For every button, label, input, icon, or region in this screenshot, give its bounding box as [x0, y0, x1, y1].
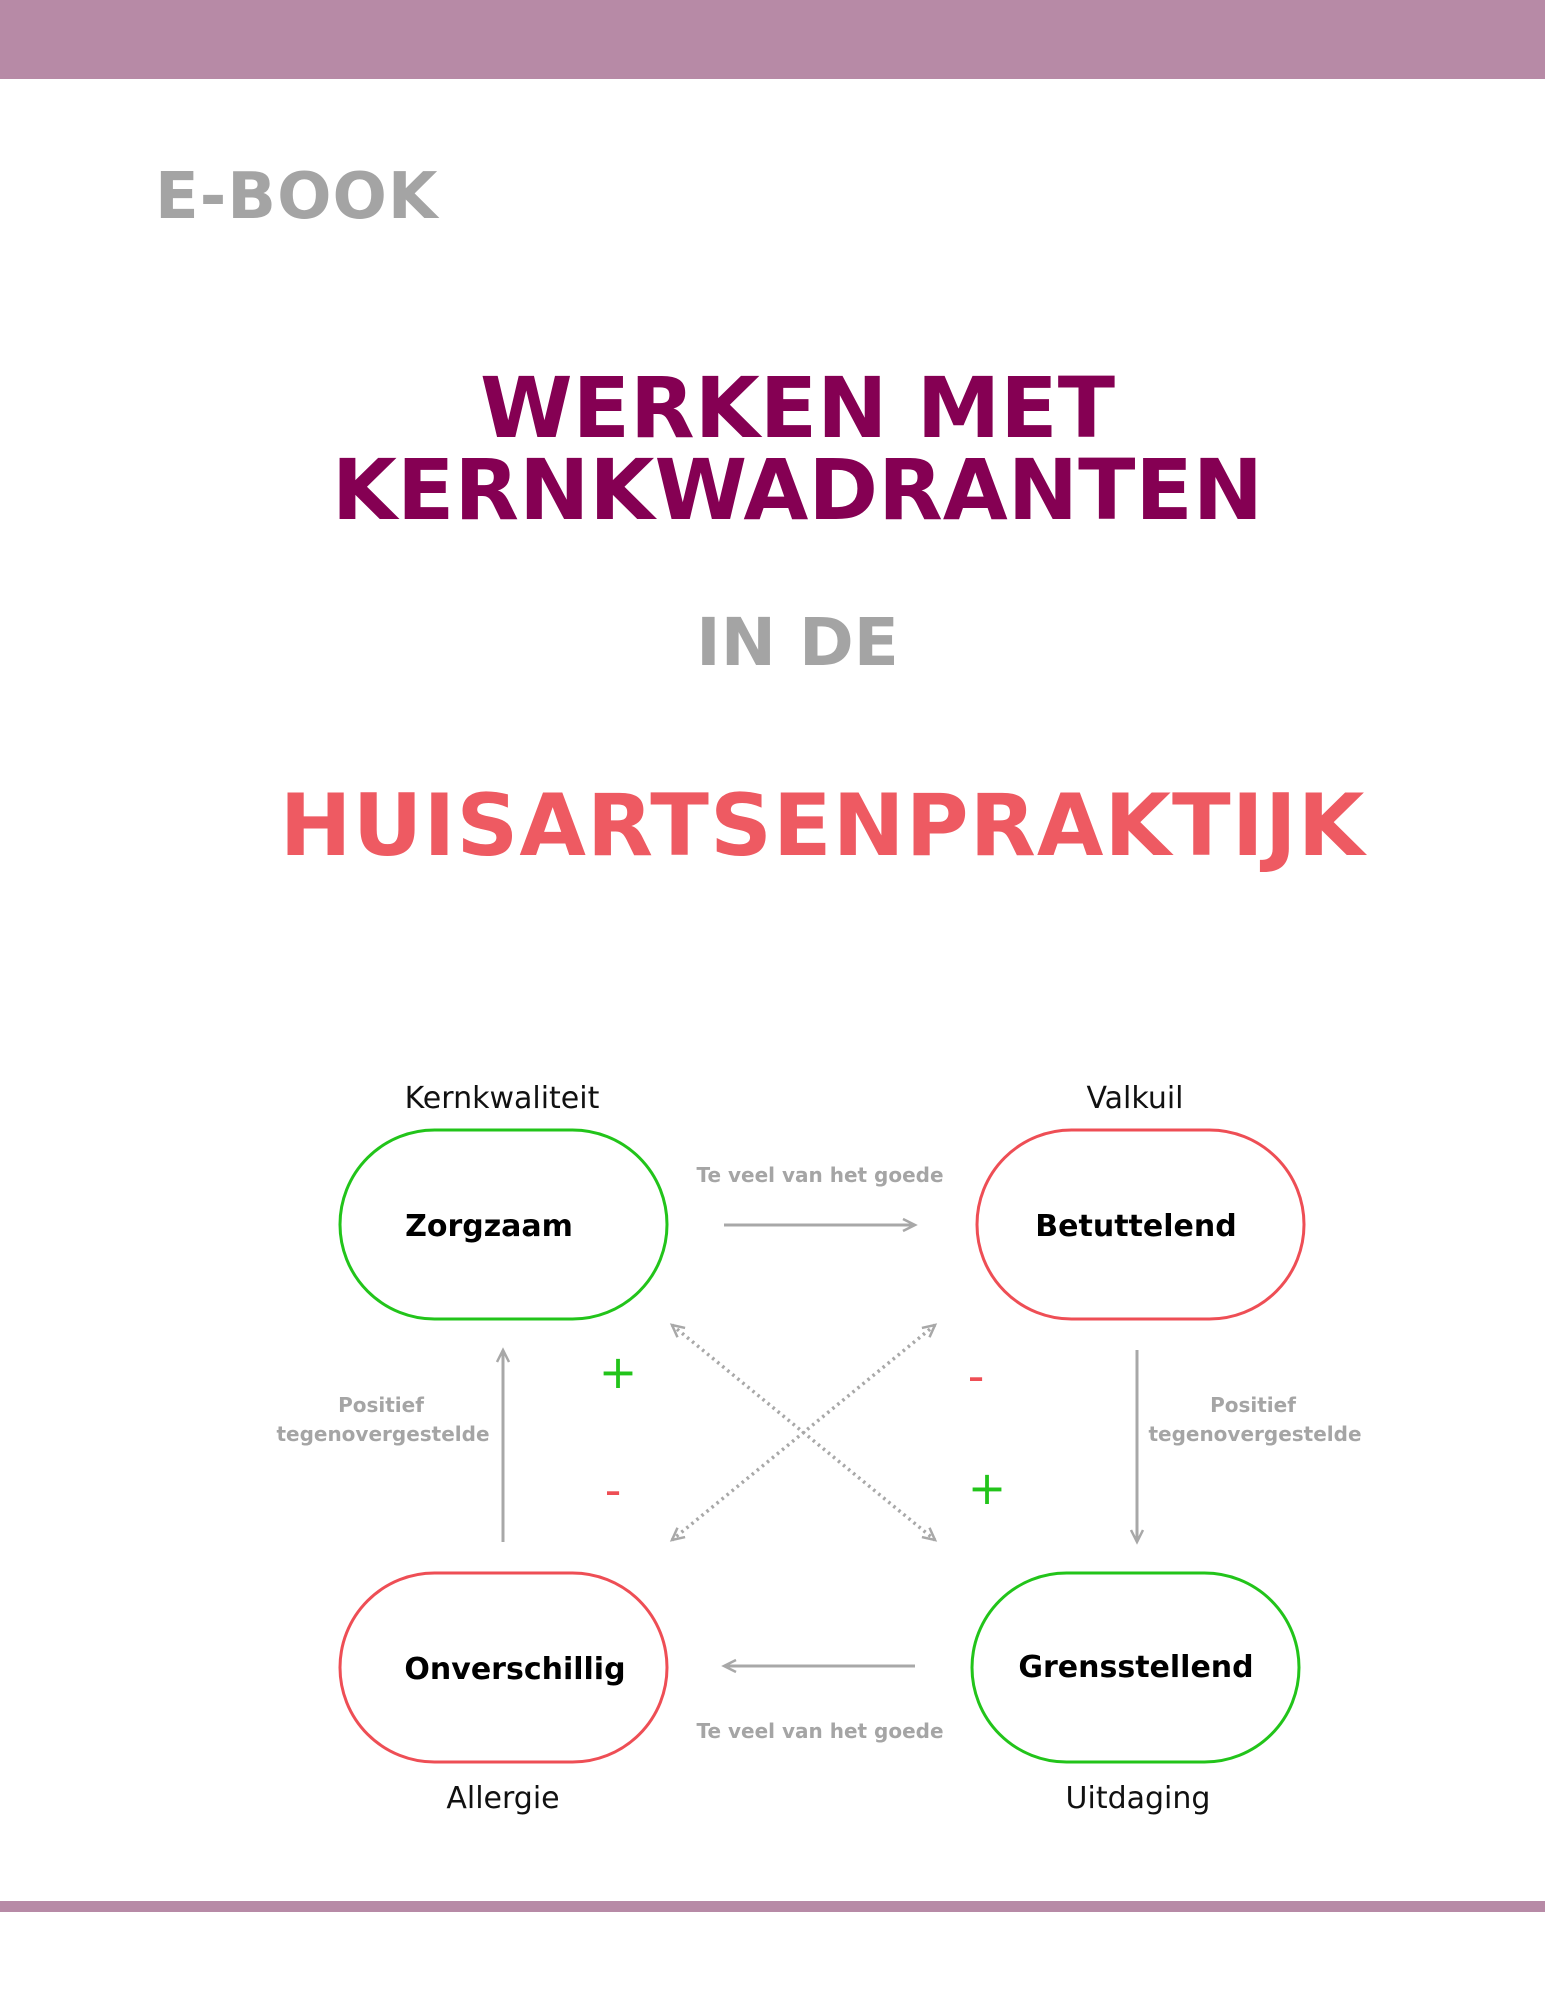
ebook-label: E-BOOK: [155, 160, 439, 234]
title-line-3: IN DE: [696, 604, 899, 681]
node-onverschillig: Onverschillig: [404, 1652, 626, 1687]
sign-left-bottom: -: [604, 1463, 622, 1517]
title-line-1: WERKEN MET: [479, 359, 1115, 457]
sign-left-top: +: [598, 1345, 638, 1399]
role-valkuil: Valkuil: [1086, 1081, 1184, 1116]
role-allergie: Allergie: [446, 1781, 560, 1816]
node-zorgzaam: Zorgzaam: [405, 1209, 573, 1244]
edge-label-bottom: Te veel van het goede: [696, 1719, 944, 1743]
role-uitdaging: Uitdaging: [1065, 1781, 1211, 1816]
edge-label-right-1: Positief: [1210, 1393, 1296, 1417]
role-kernkwaliteit: Kernkwaliteit: [404, 1081, 600, 1116]
sign-right-top: -: [967, 1349, 985, 1403]
edge-label-top: Te veel van het goede: [696, 1163, 944, 1187]
title-line-2: KERNKWADRANTEN: [331, 441, 1264, 539]
bottom-band: [0, 1901, 1545, 1912]
arrow-diagonal-2: [672, 1325, 935, 1540]
node-grensstellend: Grensstellend: [1018, 1650, 1254, 1685]
edge-label-left-1: Positief: [338, 1393, 424, 1417]
sign-right-bottom: +: [967, 1461, 1007, 1515]
edge-label-left-2: tegenovergestelde: [276, 1422, 490, 1446]
edge-label-right-2: tegenovergestelde: [1148, 1422, 1362, 1446]
title-line-4: HUISARTSENPRAKTIJK: [279, 776, 1366, 876]
node-betuttelend: Betuttelend: [1035, 1209, 1237, 1244]
